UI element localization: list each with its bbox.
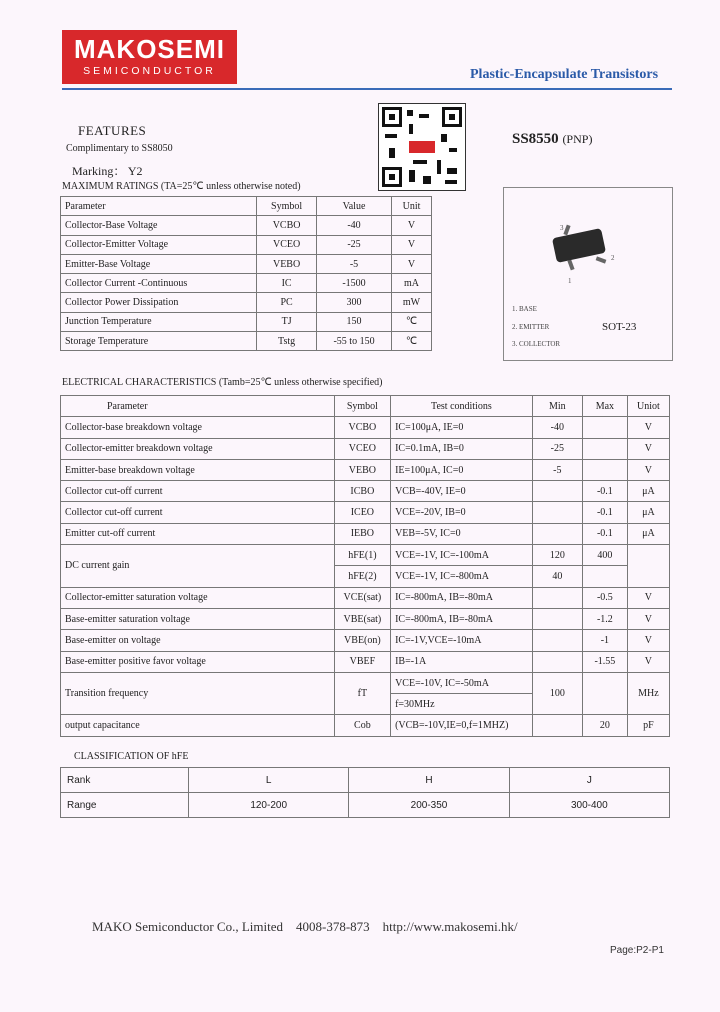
document-category-title: Plastic-Encapsulate Transistors	[470, 67, 659, 82]
cell: V	[627, 417, 669, 438]
cell: J	[509, 768, 669, 793]
column-header: Unit	[391, 197, 431, 216]
qr-module	[441, 134, 447, 142]
logo-brand: MAKOSEMI	[74, 34, 225, 64]
cell: V	[627, 651, 669, 672]
table-row	[61, 715, 670, 736]
column-header: Test conditions	[391, 396, 533, 417]
cell: TJ	[257, 312, 317, 331]
cell: 200-350	[349, 793, 509, 818]
cell: VCBO	[257, 216, 317, 235]
cell	[532, 715, 582, 736]
header-divider	[62, 88, 672, 90]
cell	[532, 587, 582, 608]
cell: IC=0.1mA, IB=0	[391, 438, 533, 459]
cell: 120	[532, 545, 582, 566]
cell: Emitter-base breakdown voltage	[61, 459, 335, 480]
max-ratings-heading: MAXIMUM RATINGS (TA=25℃ unless otherwise noted)	[62, 181, 301, 192]
cell: 300-400	[509, 793, 669, 818]
cell: MHz	[627, 672, 669, 715]
cell: f=30MHz	[391, 694, 533, 715]
cell: fT	[334, 672, 390, 715]
max-ratings-table	[60, 196, 432, 351]
cell	[532, 630, 582, 651]
cell: -5	[317, 254, 392, 273]
cell: -0.5	[582, 587, 627, 608]
pin-label: 1	[568, 277, 572, 285]
cell: 20	[582, 715, 627, 736]
cell: -5	[532, 459, 582, 480]
cell: V	[627, 608, 669, 629]
column-header: Value	[317, 197, 392, 216]
column-header: Symbol	[334, 396, 390, 417]
pin-base	[567, 260, 574, 271]
cell: μA	[627, 481, 669, 502]
table-row	[61, 216, 432, 235]
qr-code[interactable]	[378, 103, 466, 191]
cell: hFE(1)	[334, 545, 390, 566]
table-row	[61, 587, 670, 608]
column-header: Parameter	[61, 396, 335, 417]
electrical-table	[60, 395, 670, 737]
cell: Emitter cut-off current	[61, 523, 335, 544]
cell	[532, 608, 582, 629]
pin-legend-item: 1. BASE	[512, 305, 537, 313]
cell: VEBO	[257, 254, 317, 273]
cell: Collector-base breakdown voltage	[61, 417, 335, 438]
table-row	[61, 793, 670, 818]
table-row	[61, 235, 432, 254]
cell: Base-emitter positive favor voltage	[61, 651, 335, 672]
cell: H	[349, 768, 509, 793]
qr-module	[419, 114, 429, 118]
table-row	[61, 438, 670, 459]
cell: VCE=-1V, IC=-800mA	[391, 566, 533, 587]
cell: VEB=-5V, IC=0	[391, 523, 533, 544]
cell: Collector Power Dissipation	[61, 293, 257, 312]
cell: 150	[317, 312, 392, 331]
table-row	[61, 459, 670, 480]
cell	[532, 651, 582, 672]
cell: VCBO	[334, 417, 390, 438]
cell: VCEO	[257, 235, 317, 254]
cell: V	[627, 587, 669, 608]
electrical-heading: ELECTRICAL CHARACTERISTICS (Tamb=25℃ unless otherwise specified)	[62, 377, 383, 388]
table-row	[61, 417, 670, 438]
cell: Cob	[334, 715, 390, 736]
cell	[582, 566, 627, 587]
column-header: Parameter	[61, 197, 257, 216]
cell: Transition frequency	[61, 672, 335, 715]
cell: VBE(on)	[334, 630, 390, 651]
cell: -40	[317, 216, 392, 235]
cell: Collector-Base Voltage	[61, 216, 257, 235]
table-row	[61, 274, 432, 293]
cell: DC current gain	[61, 545, 335, 588]
cell: Collector-emitter saturation voltage	[61, 587, 335, 608]
cell: 120-200	[189, 793, 349, 818]
qr-finder-icon	[442, 107, 462, 127]
package-name: SOT-23	[602, 321, 637, 333]
table-row	[61, 672, 670, 693]
cell: IC=-800mA, IB=-80mA	[391, 587, 533, 608]
cell: -40	[532, 417, 582, 438]
cell	[532, 481, 582, 502]
cell	[532, 523, 582, 544]
cell: IC=100μA, IE=0	[391, 417, 533, 438]
cell: -0.1	[582, 523, 627, 544]
cell: Collector-Emitter Voltage	[61, 235, 257, 254]
page-number: Page:P2-P1	[610, 945, 664, 956]
table-row	[61, 293, 432, 312]
cell: IB=-1A	[391, 651, 533, 672]
qr-module	[449, 148, 457, 152]
qr-finder-icon	[382, 107, 402, 127]
qr-module	[409, 124, 413, 134]
qr-module	[423, 176, 431, 184]
company-logo	[62, 30, 237, 84]
classification-heading: CLASSIFICATION OF hFE	[74, 751, 189, 762]
cell: 400	[582, 545, 627, 566]
column-header: Min	[532, 396, 582, 417]
table-row	[61, 545, 670, 566]
cell: -55 to 150	[317, 332, 392, 351]
pin-emitter	[596, 256, 607, 263]
qr-finder-icon	[382, 167, 402, 187]
qr-module	[385, 134, 397, 138]
column-header: Uniot	[627, 396, 669, 417]
table-row	[61, 312, 432, 331]
cell: -0.1	[582, 502, 627, 523]
cell: Storage Temperature	[61, 332, 257, 351]
cell: VCE=-10V, IC=-50mA	[391, 672, 533, 693]
cell: Collector cut-off current	[61, 481, 335, 502]
qr-brand-badge	[409, 141, 435, 153]
cell: IE=100μA, IC=0	[391, 459, 533, 480]
cell: IC=-1V,VCE=-10mA	[391, 630, 533, 651]
cell: hFE(2)	[334, 566, 390, 587]
cell: μA	[627, 502, 669, 523]
cell: -1500	[317, 274, 392, 293]
cell	[582, 438, 627, 459]
cell: VCE=-1V, IC=-100mA	[391, 545, 533, 566]
cell: VBEF	[334, 651, 390, 672]
cell: ℃	[391, 312, 431, 331]
table-row	[61, 608, 670, 629]
table-row	[61, 630, 670, 651]
cell: mA	[391, 274, 431, 293]
logo-subtitle: SEMICONDUCTOR	[83, 65, 216, 77]
pin-label: 2	[611, 254, 615, 262]
qr-module	[437, 160, 441, 174]
classification-table	[60, 767, 670, 818]
cell: 300	[317, 293, 392, 312]
cell: (VCB=-10V,IE=0,f=1MHZ)	[391, 715, 533, 736]
cell: V	[627, 438, 669, 459]
cell: V	[627, 630, 669, 651]
cell: VCEO	[334, 438, 390, 459]
cell: IC=-800mA, IB=-80mA	[391, 608, 533, 629]
cell: Collector-emitter breakdown voltage	[61, 438, 335, 459]
cell: Tstg	[257, 332, 317, 351]
cell: V	[391, 235, 431, 254]
table-row	[61, 254, 432, 273]
cell: L	[189, 768, 349, 793]
part-polarity: (PNP)	[562, 132, 593, 146]
qr-module	[413, 160, 427, 164]
row-label: Rank	[61, 768, 189, 793]
qr-module	[407, 110, 413, 116]
cell: V	[391, 216, 431, 235]
column-header: Symbol	[257, 197, 317, 216]
cell: VCE(sat)	[334, 587, 390, 608]
package-diagram	[503, 187, 673, 361]
cell: -0.1	[582, 481, 627, 502]
cell: Collector Current -Continuous	[61, 274, 257, 293]
cell: VCE=-20V, IB=0	[391, 502, 533, 523]
part-number-title	[512, 131, 592, 148]
cell: ℃	[391, 332, 431, 351]
complementary-text: Complimentary to SS8050	[66, 143, 173, 154]
table-header-row	[61, 396, 670, 417]
qr-module	[445, 180, 457, 184]
table-row	[61, 481, 670, 502]
table-row	[61, 332, 432, 351]
cell	[582, 417, 627, 438]
table-row	[61, 651, 670, 672]
cell	[582, 672, 627, 715]
cell: -1	[582, 630, 627, 651]
cell: VCB=-40V, IE=0	[391, 481, 533, 502]
part-number: SS8550	[512, 131, 559, 147]
cell: -25	[317, 235, 392, 254]
pin-label: 3	[560, 224, 564, 232]
cell: mW	[391, 293, 431, 312]
pin-legend-item: 2. EMITTER	[512, 323, 550, 331]
cell	[532, 502, 582, 523]
qr-module	[389, 148, 395, 158]
features-heading: FEATURES	[78, 123, 147, 138]
footer-company-info: MAKO Semiconductor Co., Limited 4008-378-873 http://www.makosemi.hk/	[92, 919, 518, 934]
cell: IEBO	[334, 523, 390, 544]
column-header: Max	[582, 396, 627, 417]
cell: V	[627, 459, 669, 480]
cell: μA	[627, 523, 669, 544]
row-label: Range	[61, 793, 189, 818]
cell: output capacitance	[61, 715, 335, 736]
table-row	[61, 768, 670, 793]
table-row	[61, 523, 670, 544]
cell	[627, 545, 669, 588]
cell: 40	[532, 566, 582, 587]
cell: V	[391, 254, 431, 273]
cell: VBE(sat)	[334, 608, 390, 629]
cell: ICEO	[334, 502, 390, 523]
cell: -25	[532, 438, 582, 459]
pin-legend-item: 3. COLLECTOR	[512, 340, 561, 348]
qr-module	[409, 170, 415, 182]
cell: Base-emitter on voltage	[61, 630, 335, 651]
cell: 100	[532, 672, 582, 715]
cell: -1.2	[582, 608, 627, 629]
cell: Emitter-Base Voltage	[61, 254, 257, 273]
table-row	[61, 502, 670, 523]
cell: pF	[627, 715, 669, 736]
cell: IC	[257, 274, 317, 293]
cell: VEBO	[334, 459, 390, 480]
table-header-row	[61, 197, 432, 216]
cell: Base-emitter saturation voltage	[61, 608, 335, 629]
marking-text: Marking： Y2	[72, 164, 143, 178]
cell: Junction Temperature	[61, 312, 257, 331]
cell: Collector cut-off current	[61, 502, 335, 523]
cell: -1.55	[582, 651, 627, 672]
cell: ICBO	[334, 481, 390, 502]
cell: PC	[257, 293, 317, 312]
cell	[582, 459, 627, 480]
qr-module	[447, 168, 457, 174]
